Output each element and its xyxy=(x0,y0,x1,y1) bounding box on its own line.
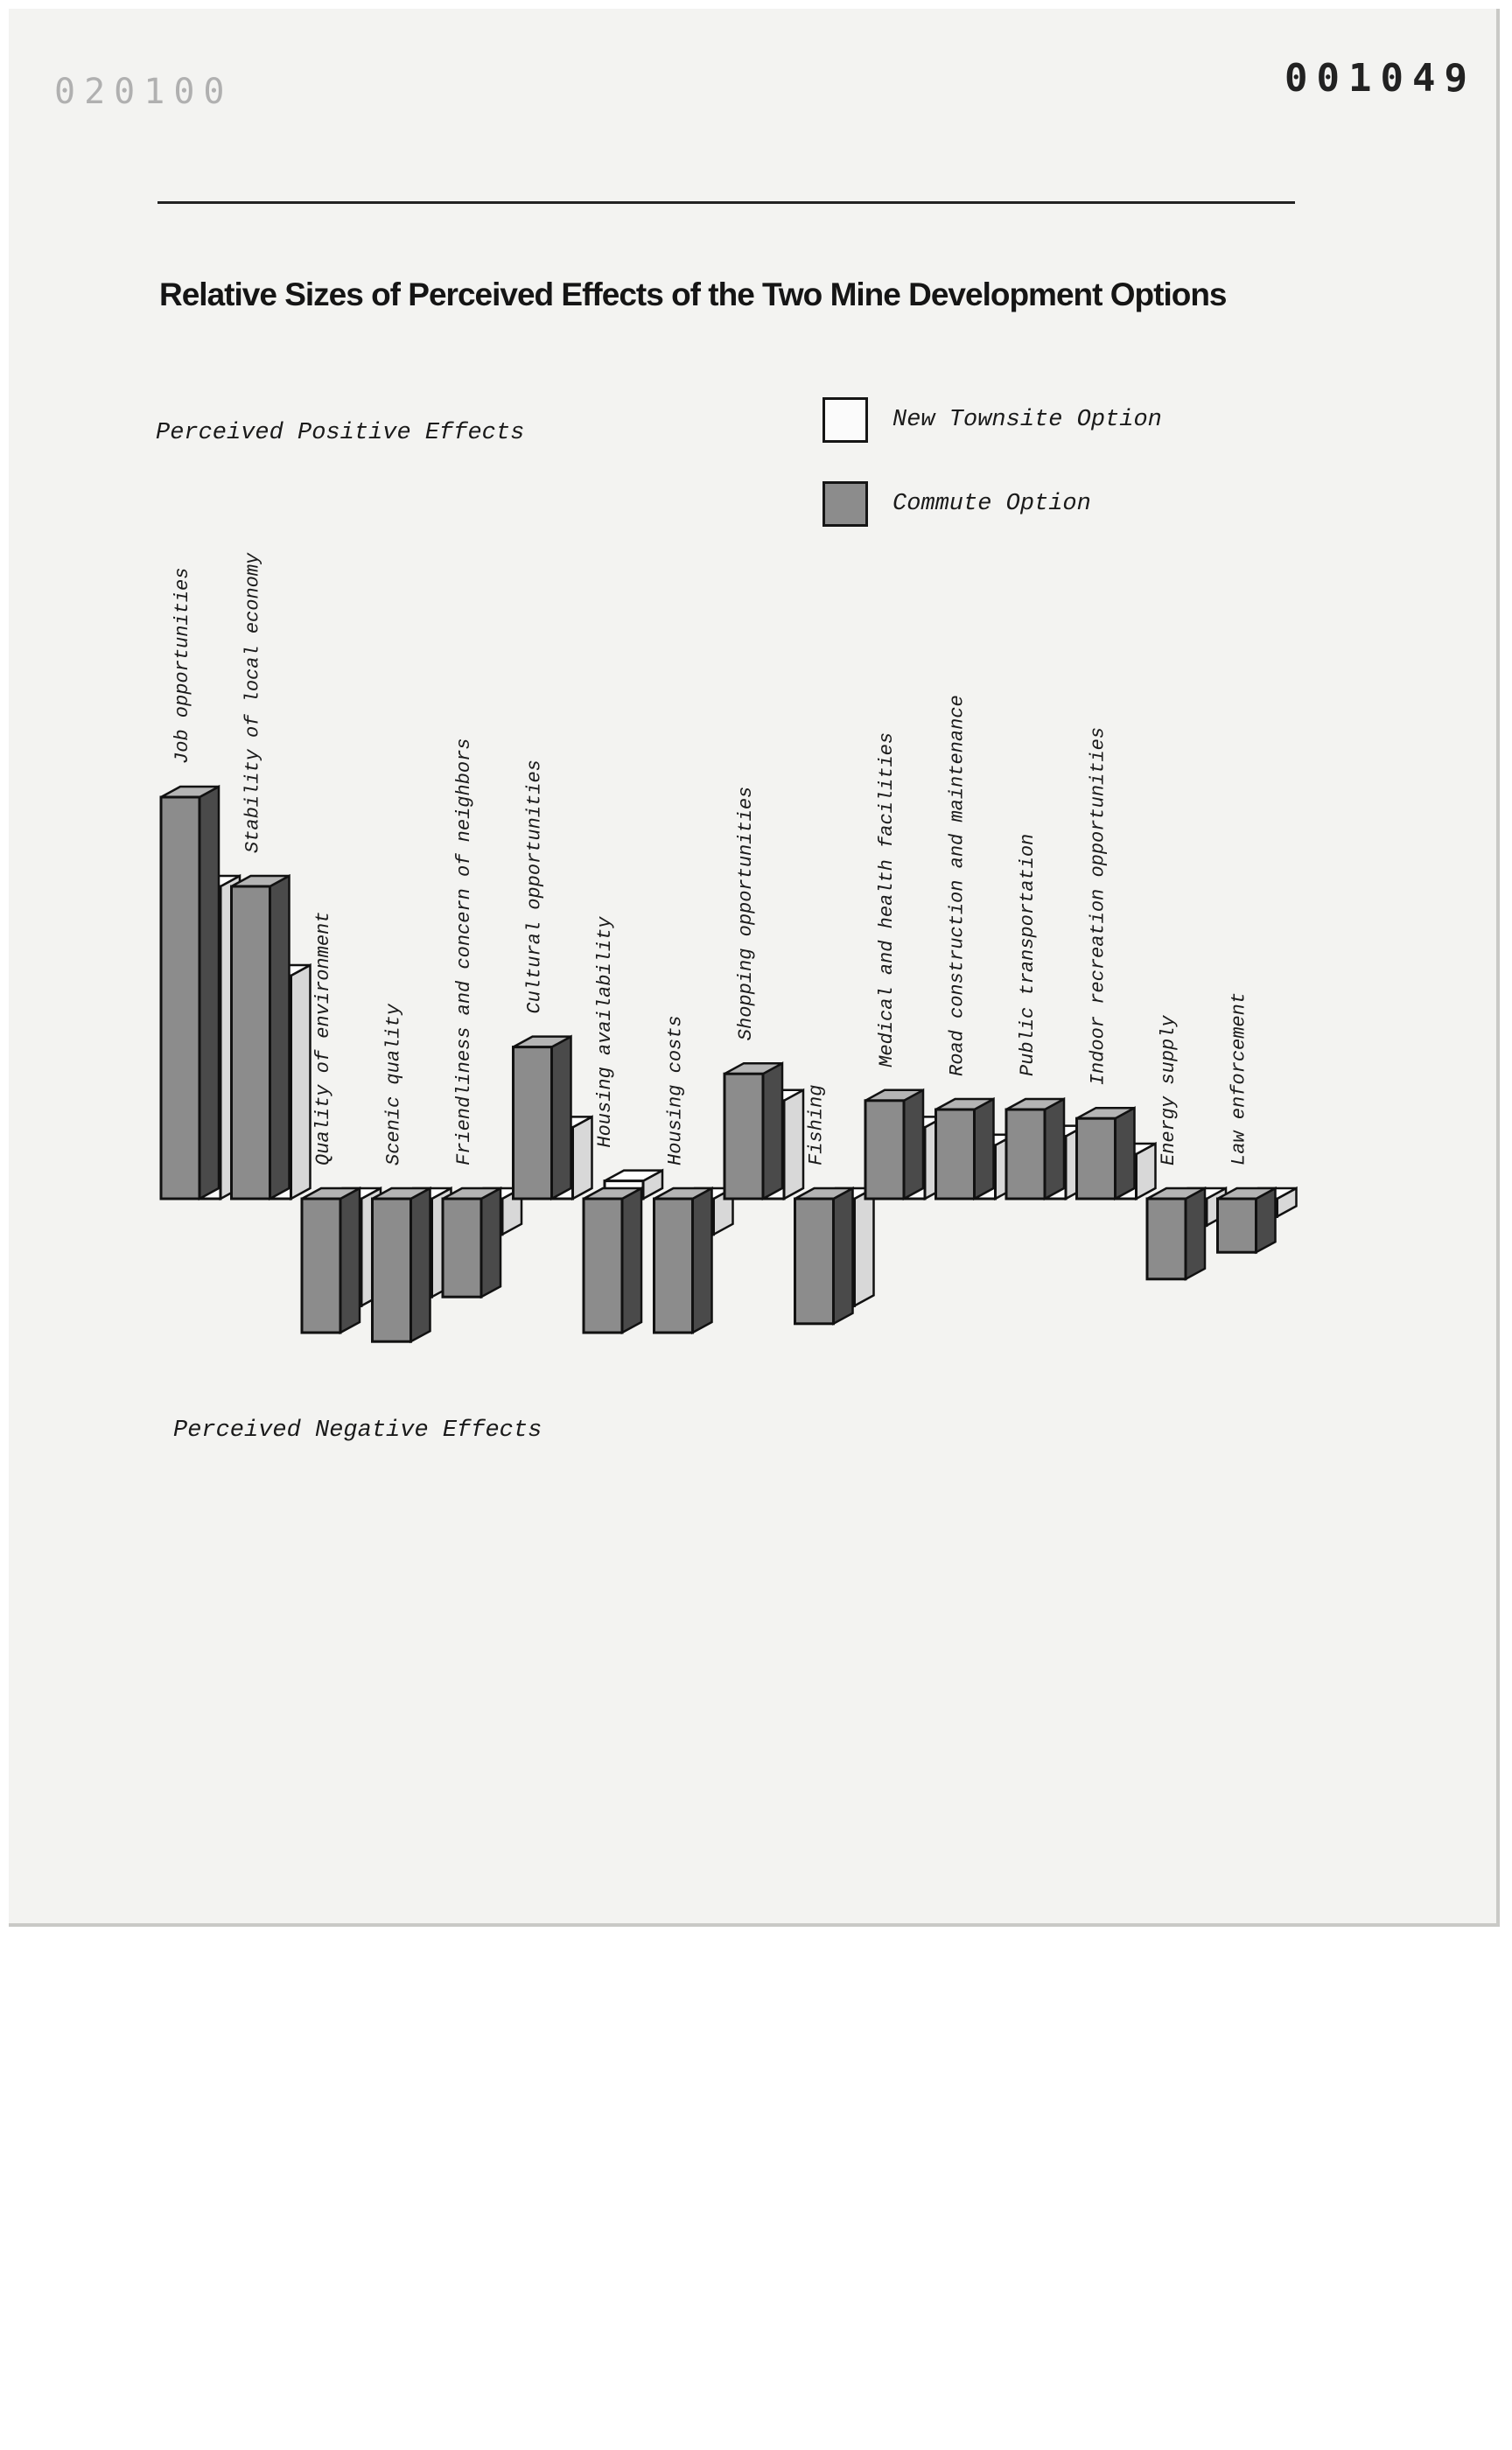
bar-commute-2-side xyxy=(340,1188,360,1333)
bar-commute-0 xyxy=(161,787,219,1199)
bar-commute-2-front xyxy=(302,1199,340,1333)
bar-commute-13-front xyxy=(1077,1118,1116,1199)
bar-commute-14-side xyxy=(1186,1188,1205,1279)
bar-commute-11-side xyxy=(975,1099,994,1199)
category-label-1: Stability of local economy xyxy=(242,552,264,853)
bar-commute-10-side xyxy=(904,1090,923,1199)
bar-commute-6-front xyxy=(584,1199,622,1333)
bar-commute-13-side xyxy=(1116,1108,1135,1199)
bar-commute-15-front xyxy=(1218,1199,1256,1252)
bar-commute-8-side xyxy=(763,1063,782,1199)
category-label-2: Quality of environment xyxy=(312,911,334,1166)
positive-effects-label: Perceived Positive Effects xyxy=(156,420,525,446)
category-label-13: Indoor recreation opportunities xyxy=(1087,726,1110,1086)
bar-commute-11 xyxy=(936,1099,994,1199)
bar-commute-10 xyxy=(865,1090,923,1199)
bar-commute-8-front xyxy=(724,1074,763,1199)
category-label-11: Road construction and maintenance xyxy=(946,695,969,1076)
legend-label-new-townsite: New Townsite Option xyxy=(892,407,1162,433)
bar-commute-12-side xyxy=(1045,1099,1064,1199)
bar-commute-7-front xyxy=(654,1199,693,1333)
bar-commute-11-front xyxy=(936,1110,975,1199)
bar-commute-9-side xyxy=(834,1188,853,1324)
bar-commute-12-front xyxy=(1006,1110,1045,1199)
faded-page-stamp: 020100 xyxy=(54,72,234,112)
bar-commute-12 xyxy=(1006,1099,1064,1199)
bar-commute-13 xyxy=(1077,1108,1135,1199)
bar-commute-8 xyxy=(724,1063,782,1199)
category-label-3: Scenic quality xyxy=(382,1004,405,1166)
category-label-15: Law enforcement xyxy=(1228,991,1250,1166)
bar-commute-4-side xyxy=(481,1188,500,1297)
bar-new-townsite-8-side xyxy=(784,1090,803,1199)
category-label-4: Friendliness and concern of neighbors xyxy=(453,738,475,1166)
bar-commute-14 xyxy=(1147,1188,1205,1279)
chart-title: Relative Sizes of Perceived Effects of the Two Mine Development Options xyxy=(159,276,1227,312)
bar-commute-10-front xyxy=(865,1101,904,1199)
bar-commute-0-side xyxy=(200,787,219,1199)
bar-commute-3-front xyxy=(373,1199,411,1341)
bar-commute-3 xyxy=(373,1188,430,1341)
bar-commute-5-side xyxy=(552,1037,571,1199)
bar-commute-3-side xyxy=(411,1188,430,1341)
bar-commute-1-side xyxy=(270,876,290,1199)
bar-commute-5-front xyxy=(514,1047,552,1199)
bar-commute-6 xyxy=(584,1188,641,1333)
bar-commute-7 xyxy=(654,1188,712,1333)
bar-commute-14-front xyxy=(1147,1199,1186,1279)
category-label-6: Housing availability xyxy=(594,916,616,1148)
bar-commute-1-front xyxy=(232,886,270,1199)
category-label-5: Cultural opportunities xyxy=(523,760,546,1014)
legend-label-commute: Commute Option xyxy=(892,491,1091,517)
page-number-stamp: 001049 xyxy=(1284,56,1476,101)
category-label-14: Energy supply xyxy=(1158,1015,1180,1166)
bar-new-townsite-9-side xyxy=(855,1188,874,1306)
bar-commute-1 xyxy=(232,876,290,1199)
bar-commute-4-front xyxy=(443,1199,481,1297)
bar-new-townsite-1-side xyxy=(291,965,311,1199)
category-label-8: Shopping opportunities xyxy=(735,786,757,1041)
bar-commute-9 xyxy=(795,1188,853,1324)
bar-commute-6-side xyxy=(622,1188,641,1333)
bar-commute-5 xyxy=(514,1037,571,1199)
bar-commute-7-side xyxy=(693,1188,712,1333)
category-label-7: Housing costs xyxy=(664,1015,687,1166)
bar-commute-4 xyxy=(443,1188,500,1297)
category-label-0: Job opportunities xyxy=(172,567,193,764)
bar-commute-9-front xyxy=(795,1199,834,1324)
bar-commute-2 xyxy=(302,1188,360,1333)
category-label-9: Fishing xyxy=(805,1084,828,1166)
negative-effects-label: Perceived Negative Effects xyxy=(173,1418,542,1444)
bar-commute-0-front xyxy=(161,797,200,1199)
category-label-10: Medical and health facilities xyxy=(876,732,898,1068)
bar-commute-15 xyxy=(1218,1188,1276,1252)
bar-new-townsite-5-side xyxy=(573,1116,592,1199)
category-label-12: Public transportation xyxy=(1017,833,1039,1076)
